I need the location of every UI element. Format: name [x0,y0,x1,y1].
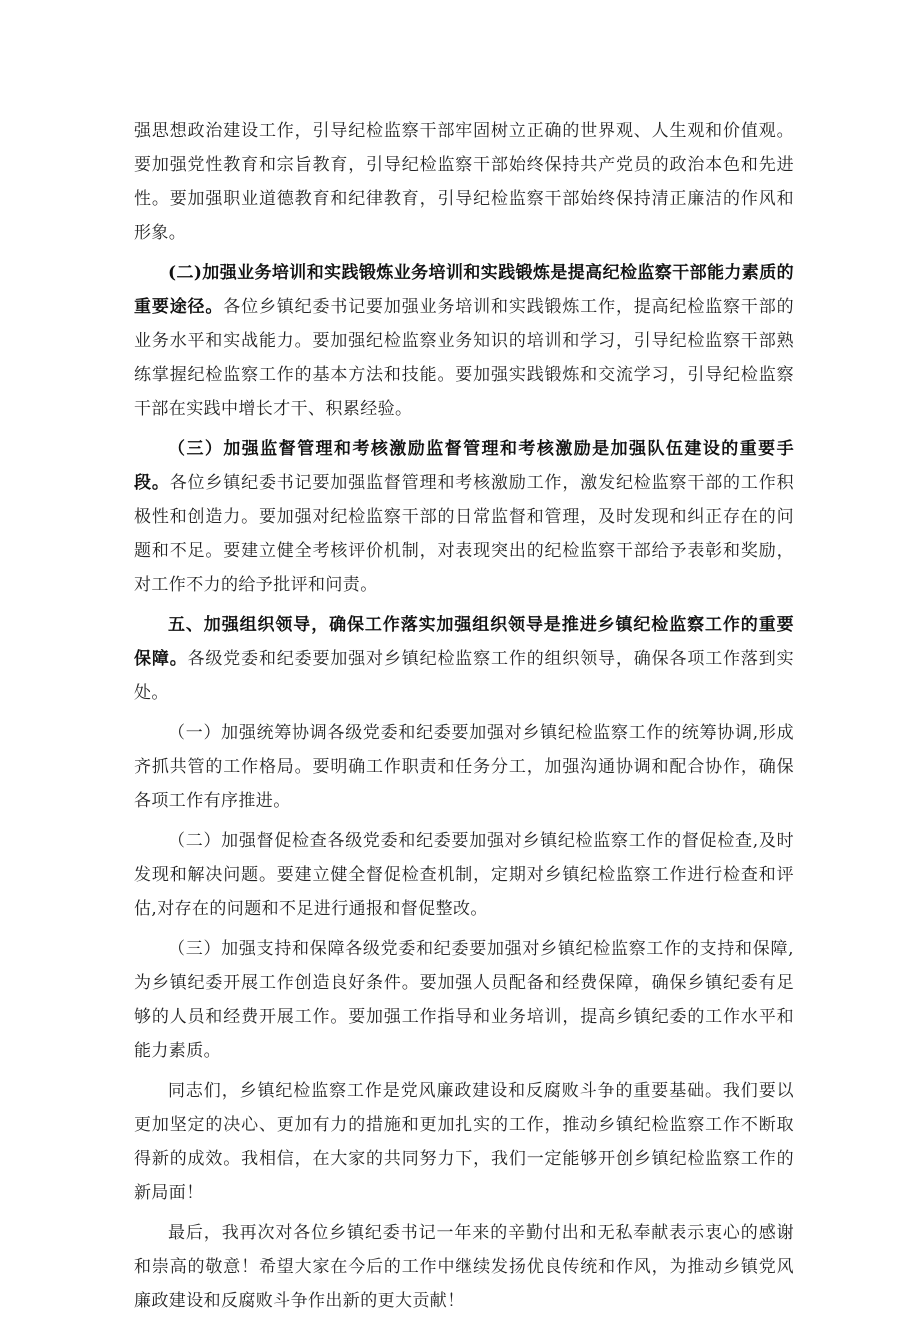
paragraph-2-heading: (二)加强业务培训和实践锻炼业务培训和实践锻炼是提高纪检监察干部能力素质的重要途径。 [134,263,794,317]
paragraph-1 [134,114,794,250]
paragraph-8 [134,1074,794,1210]
paragraph-6 [134,824,794,926]
document-body [134,114,794,1324]
paragraph-3-heading: （三）加强监督管理和考核激励监督管理和考核激励是加强队伍建设的重要手段。 [134,439,794,493]
paragraph-3 [134,432,794,602]
paragraph-5-text: （一）加强统筹协调各级党委和纪委要加强对乡镇纪检监察工作的统筹协调,形成齐抓共管的工作格局。要明确工作职责和任务分工，加强沟通协调和配合协作，确保各项工作有序推进。 [134,723,794,811]
paragraph-6-text: （二）加强督促检查各级党委和纪委要加强对乡镇纪检监察工作的督促检查,及时发现和解决问题。要建立健全督促检查机制，定期对乡镇纪检监察工作进行检查和评估,对存在的问题和不足进行通报和督促整改。 [134,831,794,919]
paragraph-8-text: 同志们，乡镇纪检监察工作是党风廉政建设和反腐败斗争的重要基础。我们要以更加坚定的决心、更加有力的措施和更加扎实的工作，推动乡镇纪检监察工作不断取得新的成效。我相信，在大家的共同努力下，我们一定能够开创乡镇纪检监察工作的新局面！ [134,1081,794,1203]
paragraph-3-text: 各位乡镇纪委书记要加强监督管理和考核激励工作，激发纪检监察干部的工作积极性和创造力。要加强对纪检监察干部的日常监督和管理，及时发现和纠正存在的问题和不足。要建立健全考核评价机制，对表现突出的纪检监察干部给予表彰和奖励，对工作不力的给予批评和问责。 [134,473,794,595]
paragraph-7 [134,932,794,1068]
paragraph-9-text: 最后，我再次对各位乡镇纪委书记一年来的辛勤付出和无私奉献表示衷心的感谢和崇高的敬意！希望大家在今后的工作中继续发扬优良传统和作风，为推动乡镇党风廉政建设和反腐败斗争作出新的更大贡献！ [134,1223,794,1311]
paragraph-9 [134,1216,794,1318]
paragraph-1-text: 强思想政治建设工作，引导纪检监察干部牢固树立正确的世界观、人生观和价值观。要加强党性教育和宗旨教育，引导纪检监察干部始终保持共产党员的政治本色和先进性。要加强职业道德教育和纪律教育，引导纪检监察干部始终保持清正廉洁的作风和形象。 [134,121,794,243]
paragraph-7-text: （三）加强支持和保障各级党委和纪委要加强对乡镇纪检监察工作的支持和保障,为乡镇纪委开展工作创造良好条件。要加强人员配备和经费保障，确保乡镇纪委有足够的人员和经费开展工作。要加强工作指导和业务培训，提高乡镇纪委的工作水平和能力素质。 [134,939,794,1061]
paragraph-2 [134,256,794,426]
paragraph-2-text: 各位乡镇纪委书记要加强业务培训和实践锻炼工作，提高纪检监察干部的业务水平和实战能力。要加强纪检监察业务知识的培训和学习，引导纪检监察干部熟练掌握纪检监察工作的基本方法和技能。要加强实践锻炼和交流学习，引导纪检监察干部在实践中增长才干、积累经验。 [134,297,794,419]
paragraph-5 [134,716,794,818]
paragraph-4-heading: 五、加强组织领导，确保工作落实加强组织领导是推进乡镇纪检监察工作的重要保障。 [134,615,794,669]
paragraph-4 [134,608,794,710]
paragraph-4-text: 各级党委和纪委要加强对乡镇纪检监察工作的组织领导，确保各项工作落到实处。 [134,649,794,703]
